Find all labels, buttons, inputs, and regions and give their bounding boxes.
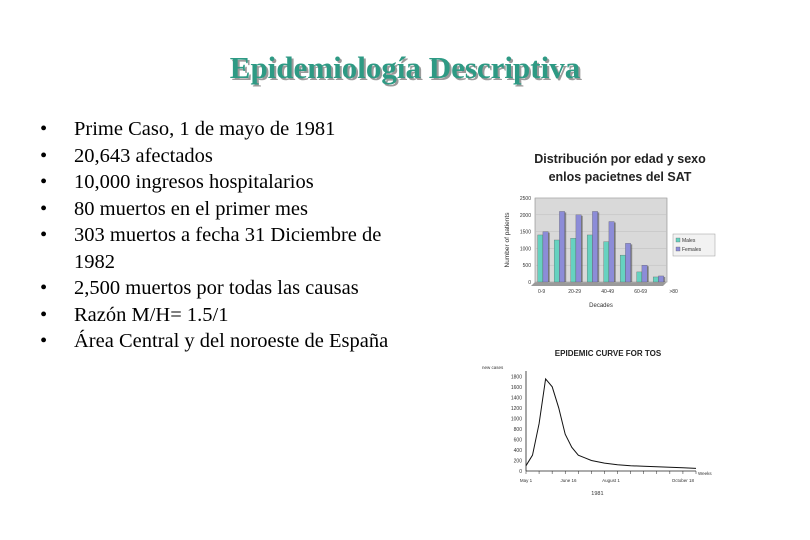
x-axis-label: Decades: [589, 303, 613, 309]
x-tick-label: 40-49: [601, 289, 614, 295]
bar: [576, 215, 581, 282]
bar-shadow: [614, 223, 616, 282]
bullet-item: [40, 143, 400, 170]
bar: [653, 277, 658, 282]
bar-shadow: [647, 266, 649, 282]
bar: [571, 238, 576, 282]
legend-swatch: [676, 247, 680, 251]
bar-shadow: [548, 233, 550, 282]
epidemic-chart-title: EPIDEMIC CURVE FOR TOS: [554, 349, 662, 358]
y-tick-label: 200: [513, 458, 522, 465]
bullet-list: [40, 116, 400, 355]
y-tick-label: 600: [513, 437, 522, 444]
bullet-text: Razón M/H= 1.5/1: [74, 303, 229, 326]
y-tick-label: 1000: [510, 416, 522, 423]
bullet-text: 2,500 muertos por todas las causas: [74, 277, 359, 299]
bar: [609, 222, 614, 282]
y-tick-label: 0: [528, 280, 531, 286]
bar: [637, 272, 642, 282]
month-label: May 1: [519, 478, 533, 483]
bullet-item: [40, 169, 400, 196]
epidemic-curve-chart: [470, 345, 720, 505]
bar: [538, 235, 543, 282]
y-tick-label: 2000: [519, 212, 531, 219]
legend-label: Females: [682, 247, 702, 253]
y-tick-label: 1400: [510, 395, 522, 402]
bullet-dot: •: [40, 224, 48, 246]
bullet-item: [40, 196, 400, 223]
bullet-dot: •: [40, 197, 48, 220]
y-tick-label: 1500: [519, 229, 531, 236]
bullet-text: 80 muertos en el primer mes: [74, 197, 308, 220]
y-axis-label: new cases: [482, 365, 504, 370]
legend-label: Males: [682, 238, 696, 244]
plot-floor: [531, 282, 667, 286]
bar-shadow: [565, 212, 567, 282]
bullet-dot: •: [40, 118, 48, 140]
bar-shadow: [581, 216, 583, 282]
x-end-label: Weeks: [698, 471, 712, 476]
bullet-item: [40, 302, 400, 329]
bullet-text: 10,000 ingresos hospitalarios: [74, 171, 314, 193]
bar: [658, 276, 663, 282]
y-tick-label: 2500: [519, 196, 531, 202]
x-tick-label: 20-29: [568, 289, 581, 295]
y-tick-label: 1600: [510, 384, 522, 391]
bullet-text: 303 muertos a fecha 31 Diciembre de 1982: [74, 224, 382, 273]
month-label: June 16: [560, 478, 577, 483]
y-tick-label: 1200: [510, 405, 522, 412]
bullet-item: [40, 328, 400, 355]
x-axis-label: 1981: [591, 491, 604, 497]
month-label: October 18: [671, 478, 695, 483]
bar: [559, 211, 564, 282]
bar-chart-title: [500, 150, 740, 186]
bar-chart: [495, 190, 725, 310]
bar: [587, 235, 592, 282]
bar: [543, 232, 548, 282]
y-tick-label: 1000: [519, 246, 531, 253]
y-tick-label: 400: [513, 447, 522, 454]
bar: [604, 242, 609, 282]
x-tick-label: >80: [669, 289, 678, 295]
bar: [620, 255, 625, 282]
bar-shadow: [631, 244, 633, 282]
bullet-dot: •: [40, 171, 48, 193]
bar: [592, 211, 597, 282]
slide-title: Epidemiología Descriptiva: [229, 50, 581, 85]
month-label: August 1: [602, 478, 620, 483]
bullet-item: [40, 116, 400, 143]
bullet-dot: •: [40, 330, 48, 352]
bar: [554, 240, 559, 282]
bullet-text: Prime Caso, 1 de mayo de 1981: [74, 118, 336, 140]
bullet-dot: •: [40, 144, 48, 167]
epidemic-curve-line: [526, 379, 696, 469]
bullet-item: [40, 275, 400, 302]
x-tick-label: 60-69: [634, 289, 647, 295]
legend-swatch: [676, 238, 680, 242]
bar-shadow: [598, 212, 600, 282]
y-tick-label: 500: [522, 263, 531, 270]
y-tick-label: 0: [519, 469, 522, 475]
y-tick-label: 1800: [510, 374, 522, 381]
bar-chart-title-line2: enlos pacietnes del SAT: [548, 170, 692, 184]
bullet-text: 20,643 afectados: [74, 144, 213, 167]
x-tick-label: 0-9: [537, 289, 546, 295]
y-tick-label: 800: [513, 426, 522, 433]
bullet-dot: •: [40, 277, 48, 299]
bullet-item: [40, 222, 400, 275]
bullet-text: Área Central y del noroeste de España: [74, 330, 389, 352]
bullet-dot: •: [40, 303, 48, 326]
bar-chart-title-line1: Distribución por edad y sexo: [534, 152, 706, 166]
bar: [625, 243, 630, 282]
y-axis-label: Number of patients: [504, 212, 511, 268]
bar-shadow: [664, 277, 666, 282]
bar: [642, 265, 647, 282]
